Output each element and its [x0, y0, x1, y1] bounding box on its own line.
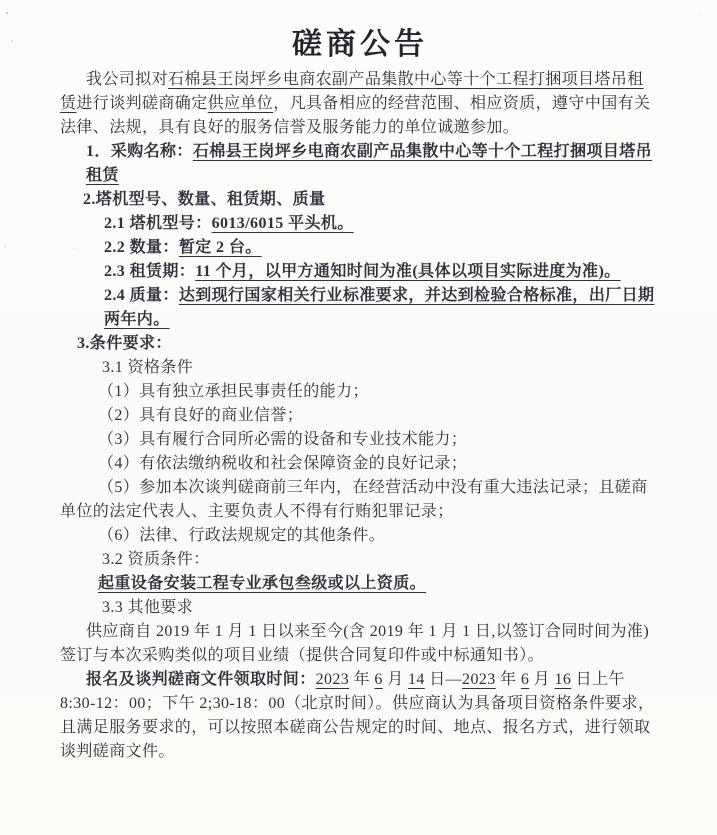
- document-body: [60, 68, 660, 764]
- text-run: 11 个月，以甲方通知时间为准(具体以项目实际进度为准)。: [195, 263, 621, 280]
- tower-model: [60, 212, 660, 236]
- section-2-heading: [60, 188, 660, 212]
- text-run: 3.2 资质条件：: [102, 551, 210, 568]
- text-run: 2.4 质量：: [104, 287, 179, 304]
- text-run: 暂定 2 台。: [178, 239, 262, 256]
- text-run: 3.3 其他要求: [102, 599, 194, 616]
- text-run: 年: [349, 671, 375, 688]
- credential-requirement: [60, 572, 660, 596]
- performance-requirement: [60, 620, 660, 668]
- text-run: ，凡具备相应的经营范围、相应资质，遵守中国有关法律、法规，具有良好的服务信誉及服务能力的单位诚邀参加。: [60, 95, 651, 136]
- text-run: 我公司拟对: [86, 71, 169, 88]
- text-run: 2023: [462, 671, 496, 688]
- other-requirements-heading: [60, 596, 660, 620]
- quality: [60, 284, 660, 332]
- text-run: 供应单位: [207, 95, 274, 112]
- text-run: （4）有依法缴纳税收和社会保障资金的良好记录；: [98, 455, 468, 472]
- text-run: 2.塔机型号、数量、租赁期、质量: [83, 191, 326, 208]
- text-run: 月: [529, 671, 555, 688]
- text-run: （1）具有独立承担民事责任的能力；: [98, 383, 369, 400]
- condition-4: [60, 452, 660, 476]
- lease-term: [60, 260, 660, 284]
- text-run: 2023: [315, 671, 350, 688]
- condition-2: [60, 404, 660, 428]
- scan-speck: [699, 14, 700, 15]
- text-run: 日—: [424, 671, 463, 688]
- text-run: 1．采购名称：: [86, 143, 193, 160]
- condition-1: [60, 380, 660, 404]
- condition-3: [60, 428, 660, 452]
- text-run: 2.1 塔机型号：: [104, 215, 212, 232]
- scan-speck: [6, 12, 8, 14]
- page-title: 磋商公告: [292, 28, 428, 61]
- text-run: 6: [520, 671, 530, 688]
- section-3-heading: [60, 332, 660, 356]
- text-run: 2.3 租赁期：: [104, 263, 196, 280]
- text-run: 3.条件要求：: [77, 335, 172, 352]
- text-run: 起重设备安装工程专业承包叁级或以上资质。: [98, 575, 427, 592]
- text-run: 2.2 数量：: [104, 239, 179, 256]
- qualification-conditions-heading: [60, 356, 660, 380]
- text-run: 进行谈判磋商确定: [76, 95, 208, 112]
- text-run: 14: [408, 671, 425, 688]
- text-run: （5）参加本次谈判磋商前三年内，在经营活动中没有重大违法记录；且磋商单位的法定代表人、主要负责人不得有行贿犯罪记录；: [60, 479, 648, 520]
- purchase-name: [60, 140, 660, 188]
- quantity: [60, 236, 660, 260]
- text-run: 报名及谈判磋商文件领取时间：: [86, 671, 316, 688]
- intro-paragraph: [60, 68, 660, 140]
- text-run: 日上午 8:30-12：00；下午 2;30-18：00（北京时间）。供应商认为具备项目资格条件要求，且满足服务要求的，可以按照本磋商公告规定的时间、地点、报名方式，进行领取谈判磋商文件。: [60, 671, 655, 760]
- condition-5: [60, 476, 660, 524]
- text-run: 6: [374, 671, 383, 688]
- text-run: 石棉县王岗坪乡电商农副产品集散中心等十个工程打捆项目塔吊租赁: [60, 71, 644, 112]
- text-run: 月: [382, 671, 409, 688]
- signup-time-paragraph: [60, 668, 660, 764]
- credential-conditions-heading: [60, 548, 660, 572]
- scan-speck: [4, 246, 6, 247]
- text-run: 3.1 资格条件: [102, 359, 194, 376]
- text-run: 年: [495, 671, 521, 688]
- text-run: （3）具有履行合同所必需的设备和专业技术能力；: [98, 431, 468, 448]
- text-run: （2）具有良好的商业信誉；: [98, 407, 304, 424]
- text-run: 供应商自 2019 年 1 月 1 日以来至今(含 2019 年 1 月 1 日,以签订合同时间为准)签订与本次采购类似的项目业绩（提供合同复印件或中标通知书）。: [60, 623, 650, 664]
- text-run: 6013/6015 平头机。: [211, 215, 354, 232]
- text-run: 石棉县王岗坪乡电商农副产品集散中心等十个工程打捆项目塔吊租赁: [86, 143, 653, 184]
- scan-speck: [11, 40, 12, 42]
- scan-speck: [74, 248, 75, 249]
- text-run: 16: [554, 671, 572, 688]
- condition-6: [60, 524, 660, 548]
- text-run: （6）法律、行政法规规定的其他条件。: [98, 527, 386, 544]
- text-run: 达到现行国家相关行业标准要求，并达到检验合格标准，出厂日期两年内。: [104, 287, 655, 328]
